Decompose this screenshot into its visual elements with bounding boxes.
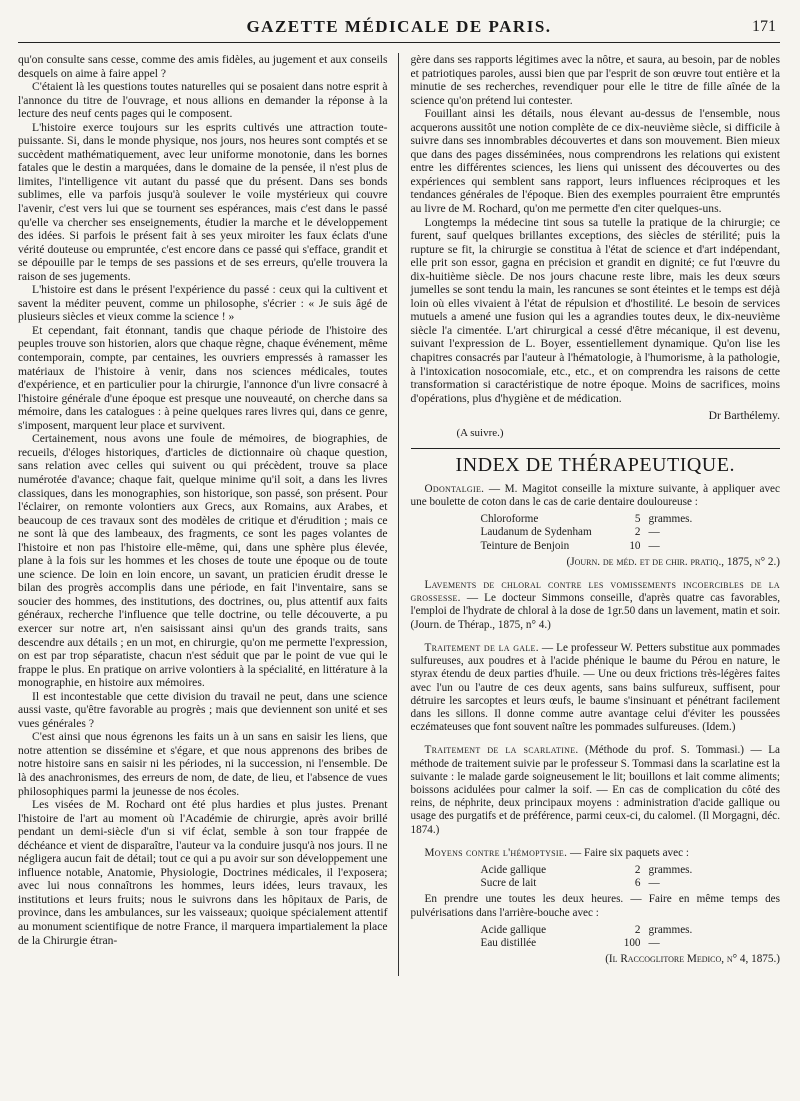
recipe-line [481, 864, 701, 877]
entry-heading: Traitement de la gale. [424, 641, 539, 654]
recipe [481, 924, 781, 950]
index-entry-odontalgie [411, 483, 781, 569]
section-divider [411, 448, 781, 449]
page-header [18, 12, 780, 43]
ingredient: Sucre de lait [480, 877, 537, 890]
right-column [399, 53, 781, 976]
to-be-continued: (A suivre.) [456, 426, 504, 439]
ingredient: Acide gallique [480, 923, 547, 936]
unit: — [648, 539, 660, 552]
quantity: 6 [634, 877, 641, 890]
page-number: 171 [752, 18, 776, 35]
recipe-line [481, 877, 701, 890]
index-entry-scarlatine [411, 744, 781, 836]
entry-heading: Odontalgie. [424, 482, 485, 495]
quantity: 2 [634, 863, 641, 876]
entry-text: (Méthode du prof. S. Tommasi.) — La méthode de traitement suivie par le professeur S. Tommasi dans la scarlatine est la suivante : le malade garde soigneusement le lit; bouillons et lait comme aliments; boissons acidulées pour calmer la soif. — En cas de complication du côté des reins, de néphrite, deux principaux moyens : administration d'acide gallique ou usage des purgatifs et de préférence, parmi ceux-ci, du calomel. (Il Morgagni, déc. 1874.) [410, 744, 780, 836]
index-entry-lavements [411, 579, 781, 632]
unit: grammes. [648, 923, 693, 936]
paragraph: L'histoire est dans le présent l'expérience du passé : ceux qui la cultivent et savent la méditer peuvent, comme un philosophe, s'écrier : « Je suis âgé de plusieurs siècles et vieux comme la science ! » [18, 283, 388, 324]
columns [18, 53, 780, 976]
entry-source: (Il Raccoglitore Medico, n° 4, 1875.) [605, 953, 780, 966]
running-title: GAZETTE MÉDICALE DE PARIS. [246, 17, 552, 36]
ingredient: Laudanum de Sydenham [480, 526, 592, 539]
paragraph: L'histoire exerce toujours sur les esprits cultivés une attraction toute-puissante. Si, dans le monde physique, nos jours, nos heures sont comptés et se succèdent mathématiquement, avec leur uniforme monotonie, dans les bornes fatales que le destin a marquées, dans le domaine de la pensée, il n'est plus de limites, l'intelligence vit autant du passé que du présent. Dans ses bonds sublimes, elle va parfois jusqu'à soulever le voile mystérieux qui couvre l'avenir, c'est vers lui que se tournent ses espérances, mais c'est dans le passé qu'elle va chercher ses enseignements, étudier la marche et le développement des idées. Si parfois le présent fait à ses yeux miroiter les faux éclats d'une vérité douteuse ou empruntée, c'est encore dans ce passé qui s'efface, grandit et se dépouille par le temps de ses passions et de ses erreurs, qu'elle trouvera la raison de ses jugements. [18, 120, 388, 283]
quantity: 2 [634, 526, 641, 539]
quantity: 2 [634, 923, 641, 936]
author-signature: Dr Barthélemy. [708, 409, 780, 423]
unit: — [648, 936, 660, 949]
recipe-line [481, 526, 701, 539]
index-entry-hemoptysie [411, 847, 781, 967]
recipe [481, 864, 781, 890]
recipe-line [481, 924, 701, 937]
left-column [18, 53, 399, 976]
ingredient: Eau distillée [480, 936, 537, 949]
paragraph: Les visées de M. Rochard ont été plus hardies et plus justes. Prenant l'histoire de l'art au moment où l'Académie de chirurgie, après avoir brillé pendant un demi-siècle d'un si vif éclat, semble à son tour frappée de déchéance et vient de disparaître, l'auteur va la conduire jusqu'à nos jours. Il ne négligera aucun fait de détail; tout ce qui a pu avoir sur son développement une influence notable, Anatomie, Physiologie, Doctrines médicales, il l'exposera; avec lui nous connaîtrons les hommes, leurs idées, leurs travaux, les institutions et leurs fruits; nous le suivrons dans les hôpitaux de Paris, de province, dans les ambulances, sur les vaisseaux; quoique spécialement attentif au monument scientifique de notre France, il marquera impartialement la place de la Chirurgie étran- [18, 798, 388, 947]
paragraph: qu'on consulte sans cesse, comme des amis fidèles, au jugement et aux conseils desquels on aime à faire appel ? [18, 53, 388, 80]
recipe-line [481, 513, 701, 526]
quantity: 5 [634, 513, 641, 526]
unit: — [648, 877, 660, 890]
entry-heading: Lavements de chloral contre les vomissements incoercibles de la grossesse. [410, 579, 780, 605]
entry-text: — Faire six paquets avec : [567, 846, 689, 859]
paragraph: C'est ainsi que nous égrenons les faits un à un sans en saisir les liens, que notre attention se dissémine et s'égare, et que nous apprenons des bribes de notre histoire sans en saisir ni les périodes, ni la succession, ni l'ensemble. De là des anachronismes, des erreurs de nom, de date, de lieu, et l'absence de vues philosophiques parmi la jeunesse de nos écoles. [18, 730, 388, 798]
entry-source: (Journ. de méd. et de chir. pratiq., 1875, n° 2.) [566, 555, 780, 568]
paragraph: Certainement, nous avons une foule de mémoires, de biographies, de recueils, d'éloges historiques, d'articles de dictionnaire où chaque question, sans relation avec celles qui suivent ou qui précèdent, trouve sa place numérotée d'avance; chaque fait, quelque minime qu'il soit, a dans les livres classiques, dans les monographies, son historique, son passé, son présent. Pour l'éclairer, on remonte volontiers aux Grecs, aux Romains, aux Arabes, et beaucoup de ces travaux sont des modèles de critique et d'érudition ; mais ce ne sont là que des lambeaux, des fragments, ce sont les pages volantes de l'histoire et non pas l'histoire elle-même, qui, dans une sphère plus élevée, plane à la fois sur les hommes et les choses de toute une époque ou de toute une science. De loin en loin encore, un savant, un praticien érudit dresse le bilan des progrès accomplis dans une période, en fait l'inventaire, sans se soucier des hommes, des institutions, des doctrines, ou, plus attentif aux faits généraux, recherche l'influence que telle doctrine, ou telle découverte, a pu exercer sur notre art, n'en saisissant ainsi qu'un des grands traits, sans descendre aux détails ; en un mot, en chirurgie, qu'on me permette l'expression, on est par trop séparatiste, chacun n'est séduit que par le point de vue qui le frappe le plus. En pratique on arrive volontiers à la spécialité, en littérature à la monographie, en histoire aux mémoires. [18, 432, 388, 690]
recipe-line [481, 937, 701, 950]
entry-text: — Le docteur Simmons conseille, d'après quatre cas favorables, l'emploi de l'hydrate de chloral à la dose de 1gr.50 dans un lavement, matin et soir. (Journ. de Thérap., 1875, n° 4.) [410, 592, 780, 631]
entry-text: — Le professeur W. Petters substitue aux pommades sulfureuses, aux poudres et à l'acide phénique le baume du Pérou en nature, le styrax étendu de deux parties d'huile. — Une ou deux frictions très-légères faites avec l'un ou l'autre de ces deux agents, sans bains sulfureux, suffisent, pour détruire les sarcoptes et leurs œufs, le baume s'insinuant et pénétrant facilement dans les sillons. Il donne comme autre avantage celui d'éviter les poussées eczémateuses que font souvent naître les pommades sulfureuses. (Idem.) [410, 641, 780, 734]
ingredient: Teinture de Benjoin [480, 539, 570, 552]
recipe [481, 513, 781, 553]
paragraph: Longtemps la médecine tint sous sa tutelle la pratique de la chirurgie; ce furent, sauf quelques brillantes exceptions, des siècles de stérilité; puis la rupture se fit, la chirurgie se constitua à l'état de science et d'art indépendant, elle prit son essor, gagna en précision et grandit en dignité; ce fut l'œuvre du dix-huitième siècle. De nos jours chacune reste libre, mais les deux sœurs jumelles se sont tendu la main, les rancunes se sont éteintes et le temps est déjà loin où elles vivaient à l'état de répulsion et d'hostilité. Le besoin de services mutuels a amené une fusion qui les a agrandies toutes deux, le dix-neuvième siècle l'a cimentée. L'art chirurgical a cessé d'être mécanique, il est devenu, suivant l'expression de L. Boyer, essentiellement dynamique. Qu'on lise les chapitres consacrés par l'auteur à l'hématologie, à l'humorisme, à la pathologie, à l'intoxication nosocomiale, etc., etc., et on comprendra les raisons de cette transformation si caractéristique de notre époque. Moins de sacrifices, moins d'opérations, plus d'hygiène et de médication. [410, 215, 780, 405]
index-title: INDEX DE THÉRAPEUTIQUE. [455, 454, 735, 477]
quantity: 100 [623, 936, 641, 949]
paragraph: gère dans ses rapports légitimes avec la nôtre, et saura, au besoin, par de nobles et patriotiques paroles, aussi bien que par l'esprit de son œuvre tout entière et la minutie de ses recherches, revendiquer pour elle le titre de fille aînée de la science qu'on prétend lui contester. [410, 53, 780, 107]
unit: — [648, 526, 660, 539]
paragraph: Et cependant, fait étonnant, tandis que chaque période de l'histoire des peuples trouve son historien, alors que chaque règne, chaque événement, même contemporain, compte, par centaines, les ouvriers empressés à ramasser les matériaux de l'histoire à venir, dans nos sciences médicales, toutes d'expérience, et en particulier pour la chirurgie, l'annonce d'un livre consacré à l'histoire générale d'une époque est presque une nouveauté, on cherche dans sa mémoire, dans les catalogues : à peine quelques rares livres qui, dans ce genre, s'imposent, marquent leur place et survivent. [18, 323, 388, 432]
ingredient: Acide gallique [480, 863, 547, 876]
ingredient: Chloroforme [480, 513, 539, 526]
index-entry-gale [411, 642, 781, 734]
paragraph: C'étaient là les questions toutes naturelles qui se posaient dans notre esprit à l'annonce du titre de l'ouvrage, et nous allions en demander la réponse à la lecture des neuf cents pages qui le composent. [18, 80, 388, 121]
entry-heading: Moyens contre l'hémoptysie. [424, 846, 568, 859]
paragraph: Il est incontestable que cette division du travail ne peut, dans une science aussi vaste, qu'être favorable au progrès ; mais que deviennent son unité et ses vues générales ? [18, 689, 388, 730]
entry-text: — M. Magitot conseille la mixture suivante, à appliquer avec une boulette de coton dans le cas de carie dentaire douloureuse : [410, 482, 780, 509]
recipe-line [481, 540, 701, 553]
quantity: 10 [629, 539, 641, 552]
paragraph: Fouillant ainsi les détails, nous élevant au-dessus de l'ensemble, nous acquerons aussitôt une notion complète de ce dix-neuvième siècle, si difficile à suivre dans ses innombrables découvertes et dans son mouvement. Bien mieux que dans des pages disséminées, nous comprendrons les relations qui existent entre les différentes sciences, les liens qui unissent des découvertes ou des expériences qui semblent sans rapport, leurs influences réciproques et les tendances générales de l'époque. Bien des exemples pourraient être empruntés au livre de M. Rochard, qu'on me permette d'en citer quelques-uns. [410, 107, 780, 216]
unit: grammes. [648, 513, 693, 526]
unit: grammes. [648, 863, 693, 876]
entry-text: En prendre une toutes les deux heures. — Faire en même temps des pulvérisations dans l'arrière-bouche avec : [410, 893, 780, 919]
entry-heading: Traitement de la scarlatine. [424, 744, 579, 757]
